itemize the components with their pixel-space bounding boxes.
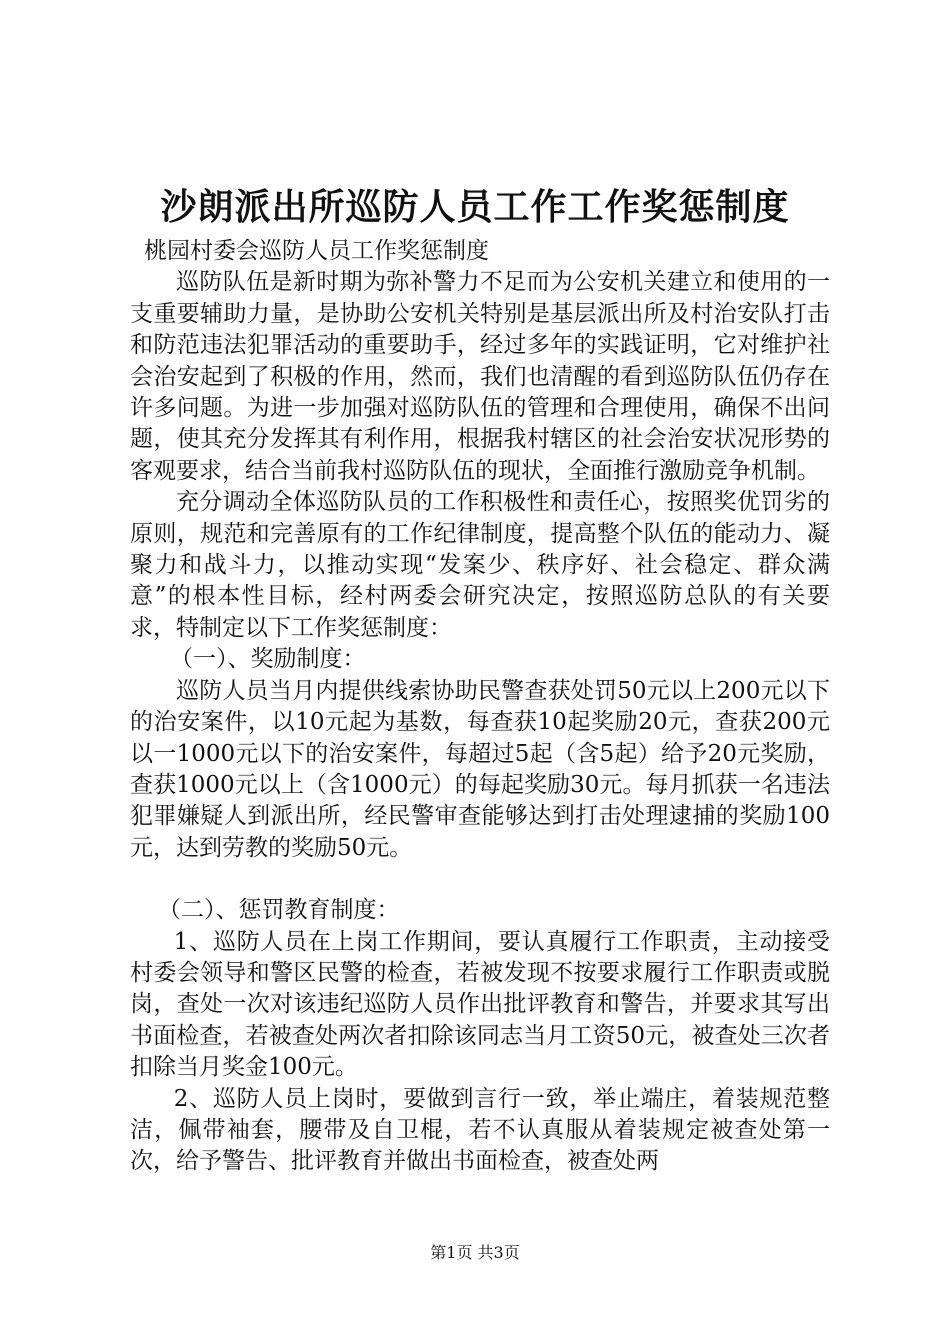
section-heading-penalties: （二）、惩罚教育制度：	[158, 897, 400, 924]
penalty-item: 1、巡防人员在上岗工作期间，要认真履行工作职责，主动接受村委会领导和警区民警的检查，若被发现不按要求履行工作职责或脱岗，查处一次对该违纪巡防人员作出批评教育和警告，并要求其写出书面检查，若被查处两次者扣除该同志当月工资50元，被查处三次者扣除当月奖金100元。	[130, 928, 830, 1081]
document-title: 沙朗派出所巡防人员工作工作奖惩制度	[160, 187, 790, 228]
rewards-paragraph: 巡防人员当月内提供线索协助民警查获处罚50元以上200元以下的治安案件，以10元起为基数，每查获10起奖励20元，查获200元以一1000元以下的治安案件，每超过5起（含5起）给予20元奖励，查获1000元以上（含1000元）的每起奖励30元。每月抓获一名违法犯罪嫌疑人到派出所，经民警审查能够达到打击处理逮捕的奖励100元，达到劳教的奖励50元。	[130, 677, 830, 861]
document-subtitle: 桃园村委会巡防人员工作奖惩制度	[144, 238, 489, 264]
purpose-paragraph: 充分调动全体巡防队员的工作积极性和责任心，按照奖优罚劣的原则，规范和完善原有的工作纪律制度，提高整个队伍的能动力、凝聚力和战斗力，以推动实现“发案少、秩序好、社会稳定、群众满意”的根本性目标，经村两委会研究决定，按照巡防总队的有关要求，特制定以下工作奖惩制度：	[130, 489, 830, 641]
section-heading-rewards: （一）、奖励制度：	[170, 646, 366, 673]
page-number-footer: 第1页 共3页	[430, 1243, 520, 1262]
intro-paragraph: 巡防队伍是新时期为弥补警力不足而为公安机关建立和使用的一支重要辅助力量，是协助公安机关特别是基层派出所及村治安队打击和防范违法犯罪活动的重要助手，经过多年的实践证明，它对维护社会治安起到了积极的作用，然而，我们也清醒的看到巡防队伍仍存在许多问题。为进一步加强对巡防队伍的管理和合理使用，确保不出问题，使其充分发挥其有利作用，根据我村辖区的社会治安状况形势的客观要求，结合当前我村巡防队伍的现状，全面推行激励竞争机制。	[130, 269, 830, 484]
document-body	[130, 236, 830, 1178]
penalty-item: 2、巡防人员上岗时，要做到言行一致，举止端庄，着装规范整洁，佩带袖套，腰带及自卫棍，若不认真服从着装规定被查处第一次，给予警告、批评教育并做出书面检查，被查处两	[130, 1085, 830, 1175]
